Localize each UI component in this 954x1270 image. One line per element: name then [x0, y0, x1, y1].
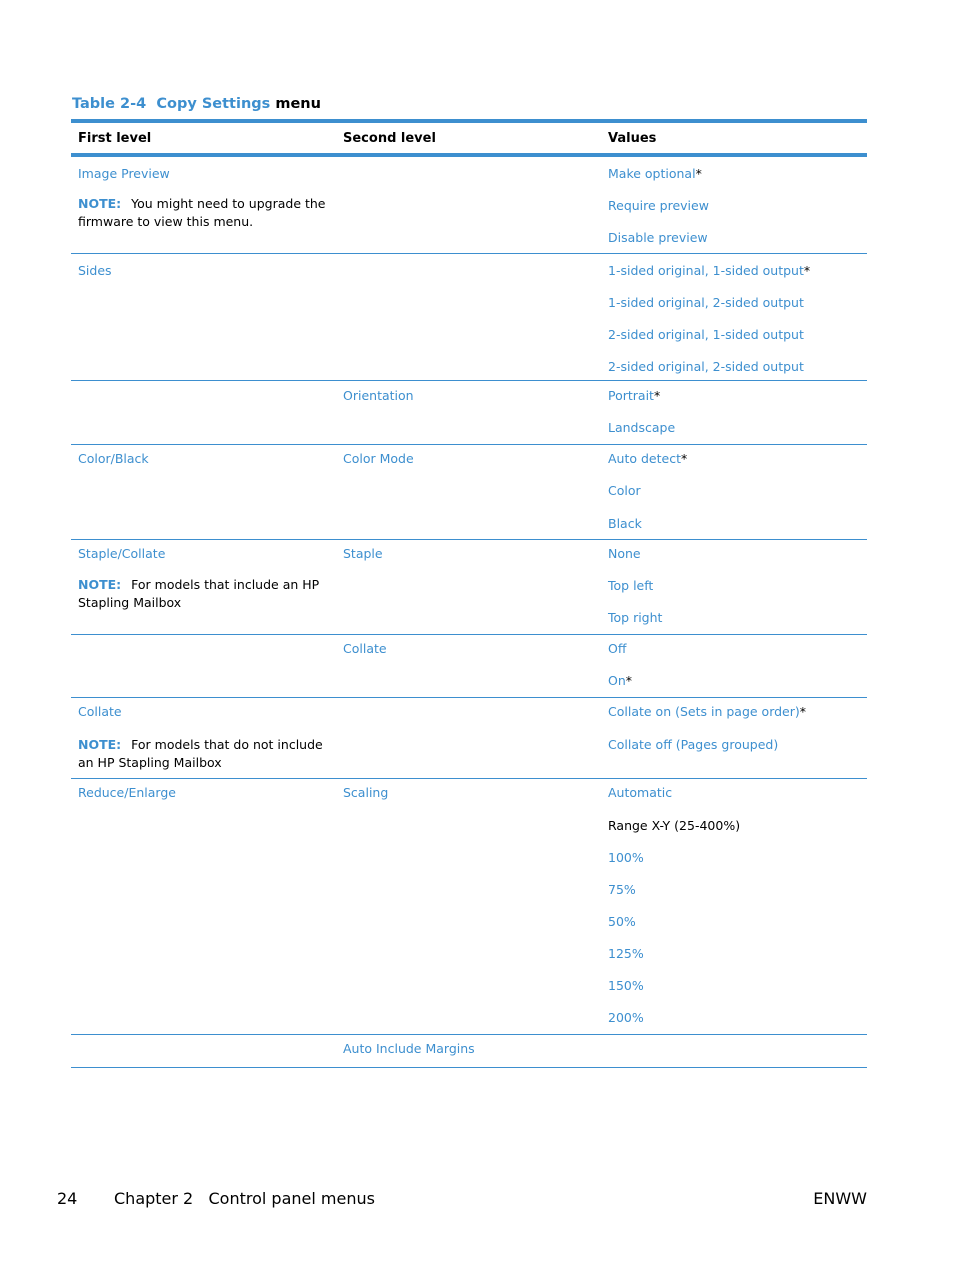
first-level-cell — [71, 698, 336, 778]
value-item[interactable]: Collate off (Pages grouped) — [608, 737, 779, 752]
value-item[interactable]: Portrait* — [608, 388, 661, 403]
values-cell — [601, 635, 867, 697]
value-item[interactable]: Require preview — [608, 198, 709, 213]
value-item[interactable]: 150% — [608, 978, 644, 993]
values-cell — [601, 381, 867, 444]
first-level-cell — [71, 157, 336, 253]
caption-suffix: menu — [275, 96, 321, 112]
header-values: Values — [608, 130, 657, 146]
value-item[interactable]: Black — [608, 516, 642, 531]
value-item[interactable]: 50% — [608, 914, 636, 929]
value-item[interactable]: Collate on (Sets in page order)* — [608, 704, 806, 719]
table-row — [71, 445, 867, 540]
copy-settings-table — [71, 119, 867, 1068]
values-cell — [601, 1035, 867, 1067]
note-text: You might need to upgrade the firmware to view this menu. — [78, 196, 326, 229]
value-item[interactable]: 1-sided original, 1-sided output* — [608, 263, 811, 278]
value-item[interactable]: Make optional* — [608, 166, 702, 181]
value-item[interactable]: Automatic — [608, 785, 673, 800]
menu-item-reduce-enlarge[interactable]: Reduce/Enlarge — [78, 785, 176, 800]
table-row — [71, 779, 867, 1035]
table-row — [71, 635, 867, 698]
first-level-cell — [71, 1035, 336, 1067]
value-item[interactable]: Top right — [608, 610, 663, 625]
note-label: NOTE: — [78, 577, 122, 592]
second-level-cell — [336, 698, 601, 778]
second-level-cell — [336, 381, 601, 444]
first-level-cell — [71, 254, 336, 380]
value-item[interactable]: Off — [608, 641, 627, 656]
menu-item-scaling[interactable]: Scaling — [343, 785, 389, 800]
table-row — [71, 381, 867, 445]
table-row — [71, 540, 867, 635]
value-item[interactable]: None — [608, 546, 641, 561]
value-item[interactable]: On* — [608, 673, 633, 688]
value-item[interactable]: 125% — [608, 946, 644, 961]
values-cell — [601, 157, 867, 253]
chapter-title: Chapter 2 Control panel menus — [114, 1189, 375, 1208]
note — [78, 736, 328, 772]
menu-item-color-mode[interactable]: Color Mode — [343, 451, 414, 466]
value-item[interactable]: Landscape — [608, 420, 676, 435]
table-header — [71, 123, 867, 157]
second-level-cell — [336, 157, 601, 253]
table-label: Table 2-4 — [72, 96, 147, 112]
value-item[interactable]: 2-sided original, 1-sided output — [608, 327, 804, 342]
second-level-cell — [336, 254, 601, 380]
menu-item-color-black[interactable]: Color/Black — [78, 451, 149, 466]
menu-item-auto-include-margins[interactable]: Auto Include Margins — [343, 1041, 475, 1056]
header-second-level: Second level — [343, 130, 436, 146]
table-caption — [72, 96, 321, 112]
values-cell — [601, 254, 867, 380]
note — [78, 195, 328, 231]
second-level-cell — [336, 1035, 601, 1067]
second-level-cell — [336, 445, 601, 539]
second-level-cell — [336, 540, 601, 634]
value-item[interactable]: 75% — [608, 882, 636, 897]
note — [78, 576, 328, 612]
menu-item-staple-collate[interactable]: Staple/Collate — [78, 546, 166, 561]
second-level-cell — [336, 635, 601, 697]
note-label: NOTE: — [78, 737, 122, 752]
menu-item-orientation[interactable]: Orientation — [343, 388, 414, 403]
value-item[interactable]: 100% — [608, 850, 644, 865]
first-level-cell — [71, 445, 336, 539]
value-item[interactable]: Range X-Y (25-400%) — [608, 818, 741, 833]
first-level-cell — [71, 635, 336, 697]
menu-name: Copy Settings — [156, 96, 271, 112]
values-cell — [601, 445, 867, 539]
first-level-cell — [71, 779, 336, 1034]
table-row — [71, 254, 867, 381]
value-item[interactable]: 2-sided original, 2-sided output — [608, 359, 804, 374]
brand-code: ENWW — [813, 1189, 867, 1208]
table-row — [71, 157, 867, 254]
note-text: For models that do not include an HP Stapling Mailbox — [78, 737, 323, 770]
first-level-cell — [71, 381, 336, 444]
menu-item-collate-sub[interactable]: Collate — [343, 641, 387, 656]
value-item[interactable]: Color — [608, 483, 641, 498]
value-item[interactable]: Top left — [608, 578, 654, 593]
menu-item-collate[interactable]: Collate — [78, 704, 122, 719]
values-cell — [601, 698, 867, 778]
note-text: For models that include an HP Stapling Mailbox — [78, 577, 320, 610]
first-level-cell — [71, 540, 336, 634]
menu-item-sides[interactable]: Sides — [78, 263, 112, 278]
value-item[interactable]: 200% — [608, 1010, 644, 1025]
page-number: 24 — [57, 1189, 78, 1208]
table-row — [71, 1035, 867, 1068]
header-first-level: First level — [78, 130, 152, 146]
menu-item-image-preview[interactable]: Image Preview — [78, 166, 170, 181]
table-row — [71, 698, 867, 779]
values-cell — [601, 540, 867, 634]
note-label: NOTE: — [78, 196, 122, 211]
value-item[interactable]: Disable preview — [608, 230, 708, 245]
value-item[interactable]: 1-sided original, 2-sided output — [608, 295, 804, 310]
values-cell — [601, 779, 867, 1034]
menu-item-staple[interactable]: Staple — [343, 546, 383, 561]
second-level-cell — [336, 779, 601, 1034]
value-item[interactable]: Auto detect* — [608, 451, 688, 466]
